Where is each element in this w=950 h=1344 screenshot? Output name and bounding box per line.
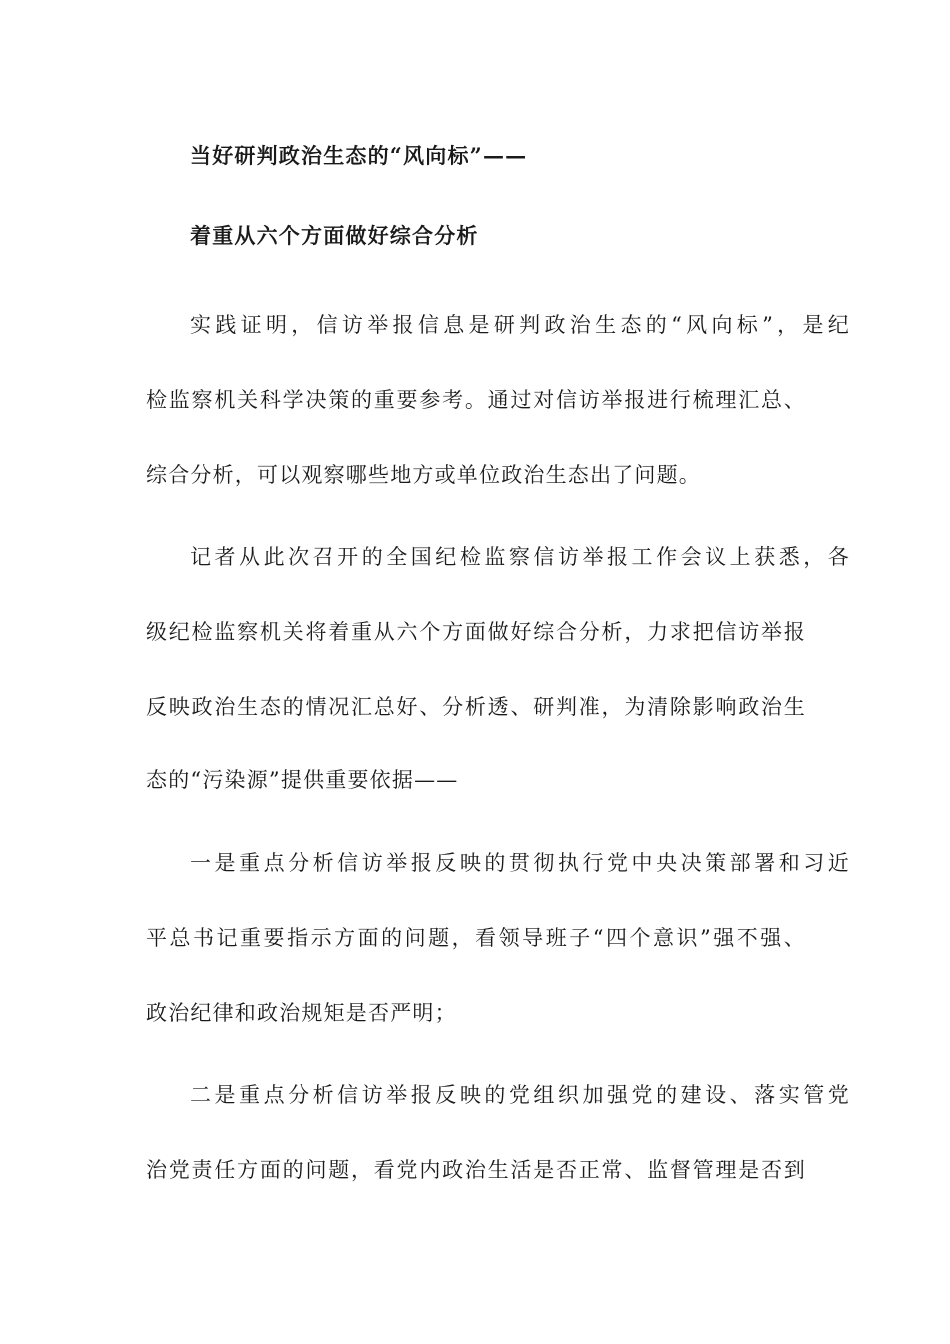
paragraph-line: 实践证明，信访举报信息是研判政治生态的“风向标”，是纪 [190,313,850,337]
paragraph-line: 检监察机关科学决策的重要参考。通过对信访举报进行梳理汇总、 [146,388,806,412]
paragraph-line: 二是重点分析信访举报反映的党组织加强党的建设、落实管党 [190,1083,850,1107]
paragraph-line: 综合分析，可以观察哪些地方或单位政治生态出了问题。 [146,463,701,487]
paragraph-line: 级纪检监察机关将着重从六个方面做好综合分析，力求把信访举报 [146,620,806,644]
paragraph-line: 平总书记重要指示方面的问题，看领导班子“四个意识”强不强、 [146,926,806,950]
paragraph-line: 一是重点分析信访举报反映的贯彻执行党中央决策部署和习近 [190,851,850,875]
paragraph-line: 政治纪律和政治规矩是否严明； [146,1001,457,1025]
paragraph-line: 反映政治生态的情况汇总好、分析透、研判准，为清除影响政治生 [146,695,806,719]
heading-line-1: 当好研判政治生态的“风向标”—— [190,143,528,168]
heading-line-2: 着重从六个方面做好综合分析 [190,223,479,248]
paragraph-line: 态的“污染源”提供重要依据—— [146,768,459,792]
paragraph-line: 治党责任方面的问题，看党内政治生活是否正常、监督管理是否到 [146,1158,806,1182]
paragraph-line: 记者从此次召开的全国纪检监察信访举报工作会议上获悉，各 [190,545,850,569]
